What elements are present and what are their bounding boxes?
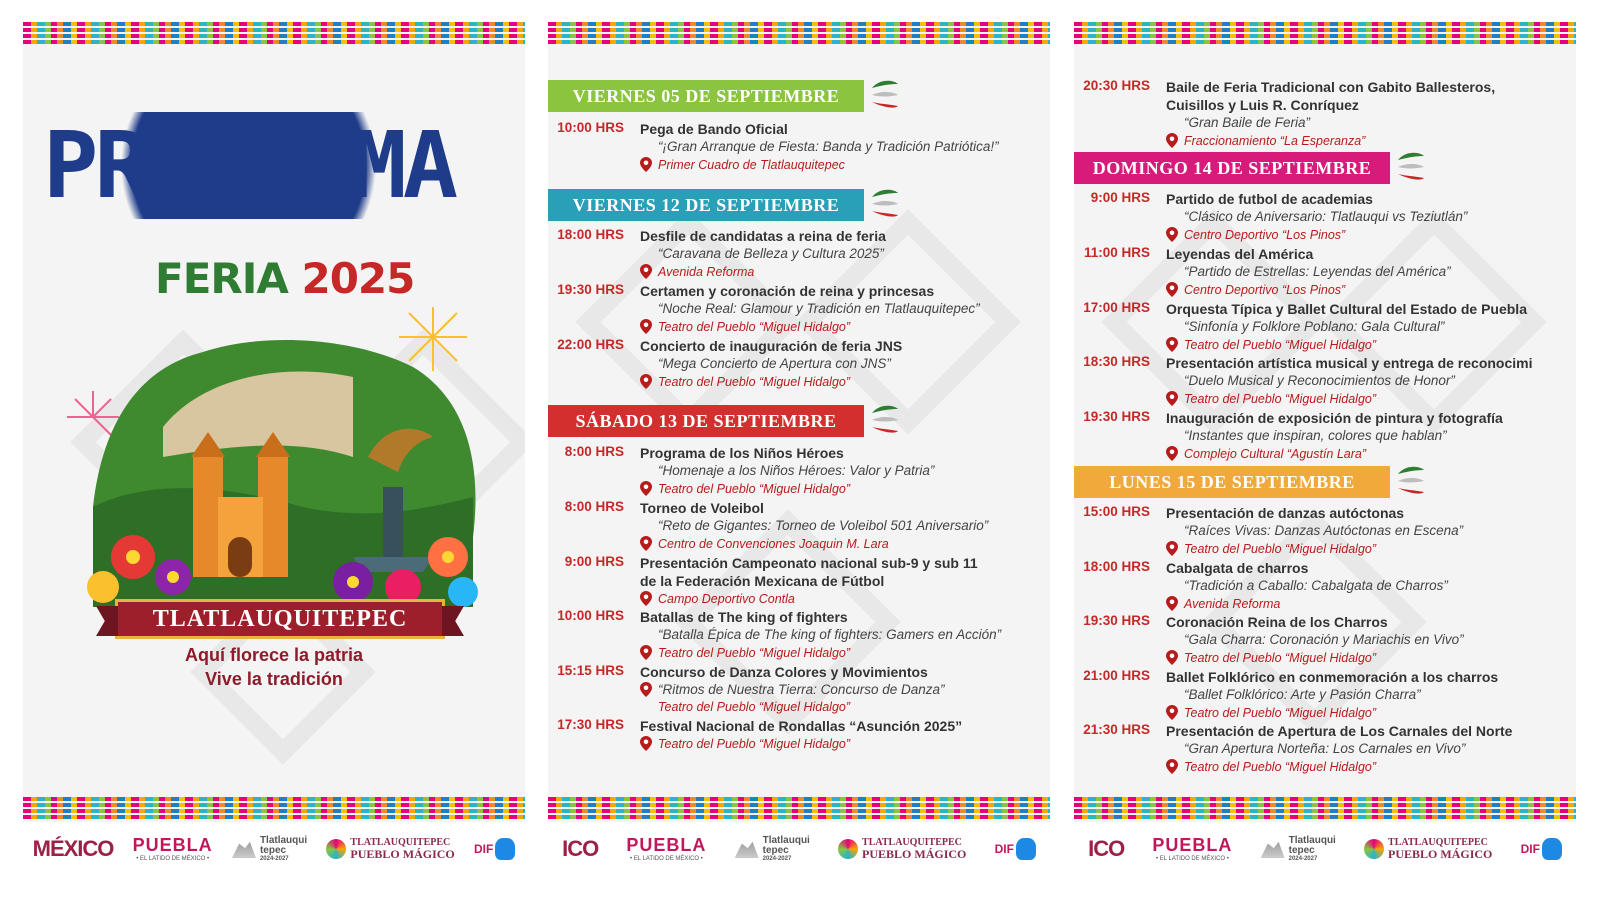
event-title: Concierto de inauguración de feria JNS bbox=[640, 338, 903, 354]
event-location bbox=[640, 157, 845, 172]
event-time: 20:30 HRS bbox=[1083, 78, 1150, 93]
event-title: Coronación Reina de los Charros bbox=[1166, 614, 1388, 630]
event-subtitle: “Batalla Épica de The king of fighters: Gamers en Acción” bbox=[658, 627, 1002, 642]
location-pin-icon bbox=[640, 319, 652, 334]
tlatlauquitepec-logo bbox=[232, 836, 307, 862]
event-location-text: Teatro del Pueblo “Miguel Hidalgo” bbox=[1184, 337, 1377, 352]
location-pin-icon bbox=[1166, 705, 1178, 720]
location-pin-icon bbox=[640, 645, 652, 660]
event-location-text: Avenida Reforma bbox=[1184, 596, 1281, 611]
event-time: 21:00 HRS bbox=[1083, 668, 1150, 683]
feria-word: FERIA bbox=[155, 254, 288, 303]
location-pin-icon bbox=[640, 591, 652, 606]
event-location bbox=[1166, 282, 1345, 297]
event-location-text: Avenida Reforma bbox=[658, 264, 755, 279]
event-subtitle: “Tradición a Caballo: Cabalgata de Charros” bbox=[1184, 578, 1448, 593]
event-time: 18:00 HRS bbox=[557, 227, 624, 242]
event-time: 9:00 HRS bbox=[1090, 190, 1150, 205]
logo-strip bbox=[23, 822, 525, 876]
event-pin-row bbox=[640, 682, 945, 697]
event-time: 8:00 HRS bbox=[564, 444, 624, 459]
tlatla-logo-years: 2024-2027 bbox=[259, 856, 289, 862]
schedule-panel-1 bbox=[548, 22, 1050, 876]
dif-logo-text: DIF bbox=[474, 842, 494, 856]
event-time: 8:00 HRS bbox=[564, 499, 624, 514]
event-title-line-2: Cuisillos y Luis R. Conríquez bbox=[1166, 97, 1359, 113]
location-pin-icon bbox=[1166, 391, 1178, 406]
event-subtitle: “Gran Baile de Feria” bbox=[1184, 115, 1311, 130]
location-pin-icon bbox=[640, 736, 652, 751]
tlatla-logo-line-1: Tlatlauqui bbox=[259, 835, 308, 846]
event-subtitle: “Instantes que inspiran, colores que hablan” bbox=[1184, 428, 1447, 443]
program-title: PROGRAMA bbox=[43, 112, 455, 219]
event-title: Orquesta Típica y Ballet Cultural del Estado de Puebla bbox=[1166, 301, 1527, 317]
location-pin-icon bbox=[640, 682, 652, 697]
hand-icon bbox=[1542, 838, 1562, 860]
mexico-logo: ICO bbox=[562, 836, 599, 861]
event-title: Batallas de The king of fighters bbox=[640, 609, 848, 625]
leaf-ornament-icon bbox=[870, 187, 900, 221]
puebla-logo bbox=[1152, 836, 1232, 862]
event-title: Programa de los Niños Héroes bbox=[640, 445, 844, 461]
event-location-text: Centro Deportivo “Los Pinos” bbox=[1184, 282, 1346, 297]
pueblo-magico-logo bbox=[838, 838, 966, 860]
location-pin-icon bbox=[640, 264, 652, 279]
event-subtitle: “Duelo Musical y Reconocimientos de Honor” bbox=[1184, 373, 1455, 388]
event-time: 15:00 HRS bbox=[1083, 504, 1150, 519]
tlatla-logo-years: 2024-2027 bbox=[1288, 856, 1318, 862]
leaf-ornament-icon bbox=[1396, 464, 1426, 498]
event-location-text: Teatro del Pueblo “Miguel Hidalgo” bbox=[658, 374, 851, 389]
event-location-text: Teatro del Pueblo “Miguel Hidalgo” bbox=[658, 645, 851, 660]
day-label: VIERNES 12 DE SEPTIEMBRE bbox=[572, 194, 840, 215]
event-title-line-2: de la Federación Mexicana de Fútbol bbox=[640, 573, 885, 589]
event-title: Partido de futbol de academias bbox=[1166, 191, 1373, 207]
pm-logo-line-1: TLATLAUQUITEPEC bbox=[1388, 837, 1488, 848]
tlatlauquitepec-logo bbox=[735, 836, 810, 862]
event-time: 22:00 HRS bbox=[557, 337, 624, 352]
event-subtitle: “Reto de Gigantes: Torneo de Voleibol 501 Aniversario” bbox=[658, 518, 989, 533]
pm-logo-line-2: PUEBLO MÁGICO bbox=[1388, 847, 1493, 861]
tlatla-logo-line-1: Tlatlauqui bbox=[1288, 835, 1336, 846]
location-pin-icon bbox=[1166, 282, 1178, 297]
event-subtitle: “Mega Concierto de Apertura con JNS” bbox=[658, 356, 891, 371]
event-title: Inauguración de exposición de pintura y fotografía bbox=[1166, 410, 1503, 426]
tlatla-logo-line-1: Tlatlauqui bbox=[762, 835, 810, 846]
event-title: Festival Nacional de Rondallas “Asunción 2025” bbox=[640, 718, 963, 734]
event-title: Presentación artística musical y entrega de reconocimi bbox=[1166, 355, 1533, 371]
event-location-text: Teatro del Pueblo “Miguel Hidalgo” bbox=[1184, 705, 1377, 720]
day-label: DOMINGO 14 DE SEPTIEMBRE bbox=[1092, 157, 1372, 178]
event-location bbox=[1166, 650, 1376, 665]
mountain-icon bbox=[1261, 840, 1285, 858]
leaf-ornament-icon bbox=[870, 403, 900, 437]
feria-year: 2025 bbox=[301, 254, 415, 303]
day-label: VIERNES 05 DE SEPTIEMBRE bbox=[572, 85, 840, 106]
puebla-logo-text: PUEBLA bbox=[626, 835, 707, 855]
event-location: Teatro del Pueblo “Miguel Hidalgo” bbox=[658, 700, 851, 714]
location-pin-icon bbox=[640, 374, 652, 389]
event-subtitle: “Noche Real: Glamour y Tradición en Tlatlauquitepec” bbox=[658, 301, 980, 316]
mountain-icon bbox=[232, 840, 256, 858]
event-time: 9:00 HRS bbox=[564, 554, 624, 569]
event-subtitle: “Ritmos de Nuestra Tierra: Concurso de Danza” bbox=[658, 682, 945, 697]
event-location-text: Teatro del Pueblo “Miguel Hidalgo” bbox=[1184, 541, 1377, 556]
top-border-pattern bbox=[548, 22, 1050, 44]
day-label: LUNES 15 DE SEPTIEMBRE bbox=[1109, 471, 1355, 492]
hand-icon bbox=[495, 838, 515, 860]
event-location-text: Centro Deportivo “Los Pinos” bbox=[1184, 227, 1346, 242]
event-title: Pega de Bando Oficial bbox=[640, 121, 788, 137]
event-location-text: Centro de Convenciones Joaquin M. Lara bbox=[658, 536, 889, 551]
event-time: 17:30 HRS bbox=[557, 717, 624, 732]
leaf-ornament-icon bbox=[1396, 150, 1426, 184]
day-header-lunes-15 bbox=[1074, 466, 1390, 498]
event-subtitle: “Gran Apertura Norteña: Los Carnales en Vivo” bbox=[1184, 741, 1466, 756]
swirl-icon bbox=[326, 839, 346, 859]
event-location bbox=[640, 264, 754, 279]
dif-logo bbox=[1521, 838, 1562, 860]
event-location-text: Teatro del Pueblo “Miguel Hidalgo” bbox=[1184, 391, 1377, 406]
dif-logo-text: DIF bbox=[994, 842, 1014, 856]
event-location-text: Campo Deportivo Contla bbox=[658, 591, 795, 606]
puebla-logo bbox=[133, 836, 213, 862]
event-title: Certamen y coronación de reina y princesas bbox=[640, 283, 935, 299]
event-location-text: Teatro del Pueblo “Miguel Hidalgo” bbox=[658, 481, 851, 496]
event-location-text: Teatro del Pueblo “Miguel Hidalgo” bbox=[658, 319, 851, 334]
mexico-logo: ICO bbox=[1088, 836, 1125, 861]
event-location bbox=[1166, 541, 1376, 556]
event-location bbox=[1166, 227, 1345, 242]
event-subtitle: “Clásico de Aniversario: Tlatlauqui vs Teziutlán” bbox=[1184, 209, 1468, 224]
tlatla-logo-line-2: tepec bbox=[1288, 845, 1315, 856]
tlatla-logo-years: 2024-2027 bbox=[762, 856, 792, 862]
location-pin-icon bbox=[640, 536, 652, 551]
town-ribbon: TLATLAUQUITEPEC bbox=[115, 599, 445, 639]
logo-strip bbox=[1074, 822, 1576, 876]
puebla-logo bbox=[626, 836, 706, 862]
mountain-icon bbox=[735, 840, 759, 858]
event-time: 21:30 HRS bbox=[1083, 722, 1150, 737]
pm-logo-line-2: PUEBLO MÁGICO bbox=[350, 847, 455, 861]
event-subtitle: “Homenaje a los Niños Héroes: Valor y Patria” bbox=[658, 463, 935, 478]
location-pin-icon bbox=[1166, 446, 1178, 461]
pm-logo-line-1: TLATLAUQUITEPEC bbox=[350, 837, 451, 848]
dif-logo bbox=[995, 838, 1036, 860]
event-time: 15:15 HRS bbox=[557, 663, 624, 678]
event-location-text: Teatro del Pueblo “Miguel Hidalgo” bbox=[658, 736, 851, 751]
bottom-border-pattern bbox=[548, 797, 1050, 819]
puebla-logo-tagline: • EL LATIDO DE MÉXICO • bbox=[1155, 856, 1229, 862]
top-border-pattern bbox=[23, 22, 525, 44]
event-time: 18:00 HRS bbox=[1083, 559, 1150, 574]
location-pin-icon bbox=[1166, 650, 1178, 665]
swirl-icon bbox=[838, 839, 858, 859]
event-time: 19:30 HRS bbox=[1083, 409, 1150, 424]
event-time: 17:00 HRS bbox=[1083, 300, 1150, 315]
day-header-viernes-05 bbox=[548, 80, 864, 112]
leaf-ornament-icon bbox=[870, 78, 900, 112]
location-pin-icon bbox=[1166, 541, 1178, 556]
event-location bbox=[1166, 133, 1365, 148]
event-location bbox=[1166, 337, 1376, 352]
slogan-line-1: Aquí florece la patria bbox=[184, 645, 364, 665]
event-subtitle: “Raíces Vivas: Danzas Autóctonas en Escena” bbox=[1184, 523, 1464, 538]
event-title: Presentación de danzas autóctonas bbox=[1166, 505, 1405, 521]
event-location bbox=[1166, 391, 1376, 406]
location-pin-icon bbox=[1166, 337, 1178, 352]
event-title: Presentación de Apertura de Los Carnales del Norte bbox=[1166, 723, 1513, 739]
event-title: Leyendas del América bbox=[1166, 246, 1314, 262]
tlatla-logo-line-2: tepec bbox=[762, 845, 789, 856]
location-pin-icon bbox=[1166, 227, 1178, 242]
schedule-panel-2 bbox=[1074, 22, 1576, 876]
event-location bbox=[640, 374, 850, 389]
dif-logo-text: DIF bbox=[1520, 842, 1540, 856]
event-location bbox=[640, 736, 850, 751]
day-header-viernes-12 bbox=[548, 189, 864, 221]
event-time: 19:30 HRS bbox=[557, 282, 624, 297]
cover-panel bbox=[23, 22, 525, 876]
event-title: Baile de Feria Tradicional con Gabito Ballesteros, bbox=[1166, 79, 1496, 95]
event-title: Desfile de candidatas a reina de feria bbox=[640, 228, 886, 244]
top-border-pattern bbox=[1074, 22, 1576, 44]
pm-logo-line-1: TLATLAUQUITEPEC bbox=[862, 837, 962, 848]
event-subtitle: “Caravana de Belleza y Cultura 2025” bbox=[658, 246, 884, 261]
logo-strip bbox=[548, 822, 1050, 876]
event-location-text: Fraccionamiento “La Esperanza” bbox=[1184, 133, 1366, 148]
pueblo-magico-logo bbox=[1364, 838, 1492, 860]
event-subtitle: “¡Gran Arranque de Fiesta: Banda y Tradición Patriótica!” bbox=[658, 139, 999, 154]
bottom-border-pattern bbox=[23, 797, 525, 819]
event-title: Concurso de Danza Colores y Movimientos bbox=[640, 664, 928, 680]
event-time: 18:30 HRS bbox=[1083, 354, 1150, 369]
event-location-text: Teatro del Pueblo “Miguel Hidalgo” bbox=[1184, 759, 1377, 774]
event-location bbox=[640, 591, 795, 606]
event-title: Ballet Folklórico en conmemoración a los charros bbox=[1166, 669, 1499, 685]
pueblo-magico-logo bbox=[326, 838, 454, 860]
location-pin-icon bbox=[1166, 133, 1178, 148]
event-time: 10:00 HRS bbox=[557, 608, 624, 623]
day-header-domingo-14 bbox=[1074, 152, 1390, 184]
swirl-icon bbox=[1364, 839, 1384, 859]
location-pin-icon bbox=[1166, 596, 1178, 611]
puebla-logo-text: PUEBLA bbox=[132, 835, 213, 855]
event-location bbox=[1166, 446, 1366, 461]
event-time: 10:00 HRS bbox=[557, 120, 624, 135]
mexico-logo: MÉXICO bbox=[32, 836, 114, 861]
pm-logo-line-2: PUEBLO MÁGICO bbox=[862, 847, 967, 861]
event-time: 19:30 HRS bbox=[1083, 613, 1150, 628]
event-title: Presentación Campeonato nacional sub-9 y sub 11 bbox=[640, 555, 978, 571]
event-location bbox=[640, 536, 889, 551]
dif-logo bbox=[474, 838, 515, 860]
event-location bbox=[1166, 705, 1376, 720]
day-label: SÁBADO 13 DE SEPTIEMBRE bbox=[575, 410, 837, 431]
town-illustration bbox=[53, 307, 493, 607]
event-location bbox=[640, 645, 850, 660]
hand-icon bbox=[1016, 838, 1036, 860]
event-location bbox=[640, 481, 850, 496]
event-subtitle: “Ballet Folklórico: Arte y Pasión Charra” bbox=[1184, 687, 1421, 702]
puebla-logo-tagline: • EL LATIDO DE MÉXICO • bbox=[629, 856, 703, 862]
tlatla-logo-line-2: tepec bbox=[259, 845, 287, 856]
event-subtitle: “Gala Charra: Coronación y Mariachis en Vivo” bbox=[1184, 632, 1464, 647]
location-pin-icon bbox=[1166, 759, 1178, 774]
puebla-logo-text: PUEBLA bbox=[1152, 835, 1233, 855]
event-location bbox=[1166, 759, 1376, 774]
bottom-border-pattern bbox=[1074, 797, 1576, 819]
slogan-line-2: Vive la tradición bbox=[205, 669, 343, 689]
puebla-logo-tagline: • EL LATIDO DE MÉXICO • bbox=[136, 856, 210, 862]
event-location bbox=[640, 319, 850, 334]
tlatlauquitepec-logo bbox=[1261, 836, 1336, 862]
feria-title bbox=[155, 254, 414, 303]
event-location-text: Complejo Cultural “Agustín Lara” bbox=[1184, 446, 1367, 461]
event-title: Torneo de Voleibol bbox=[640, 500, 764, 516]
day-header-sabado-13 bbox=[548, 405, 864, 437]
event-location bbox=[1166, 596, 1280, 611]
event-location-text: Primer Cuadro de Tlatlauquitepec bbox=[658, 157, 845, 172]
location-pin-icon bbox=[640, 157, 652, 172]
event-location-text: Teatro del Pueblo “Miguel Hidalgo” bbox=[1184, 650, 1377, 665]
location-pin-icon bbox=[640, 481, 652, 496]
event-time: 11:00 HRS bbox=[1083, 245, 1150, 260]
event-title: Cabalgata de charros bbox=[1166, 560, 1309, 576]
event-subtitle: “Partido de Estrellas: Leyendas del América” bbox=[1184, 264, 1451, 279]
event-subtitle: “Sinfonía y Folklore Poblano: Gala Cultural” bbox=[1184, 319, 1445, 334]
